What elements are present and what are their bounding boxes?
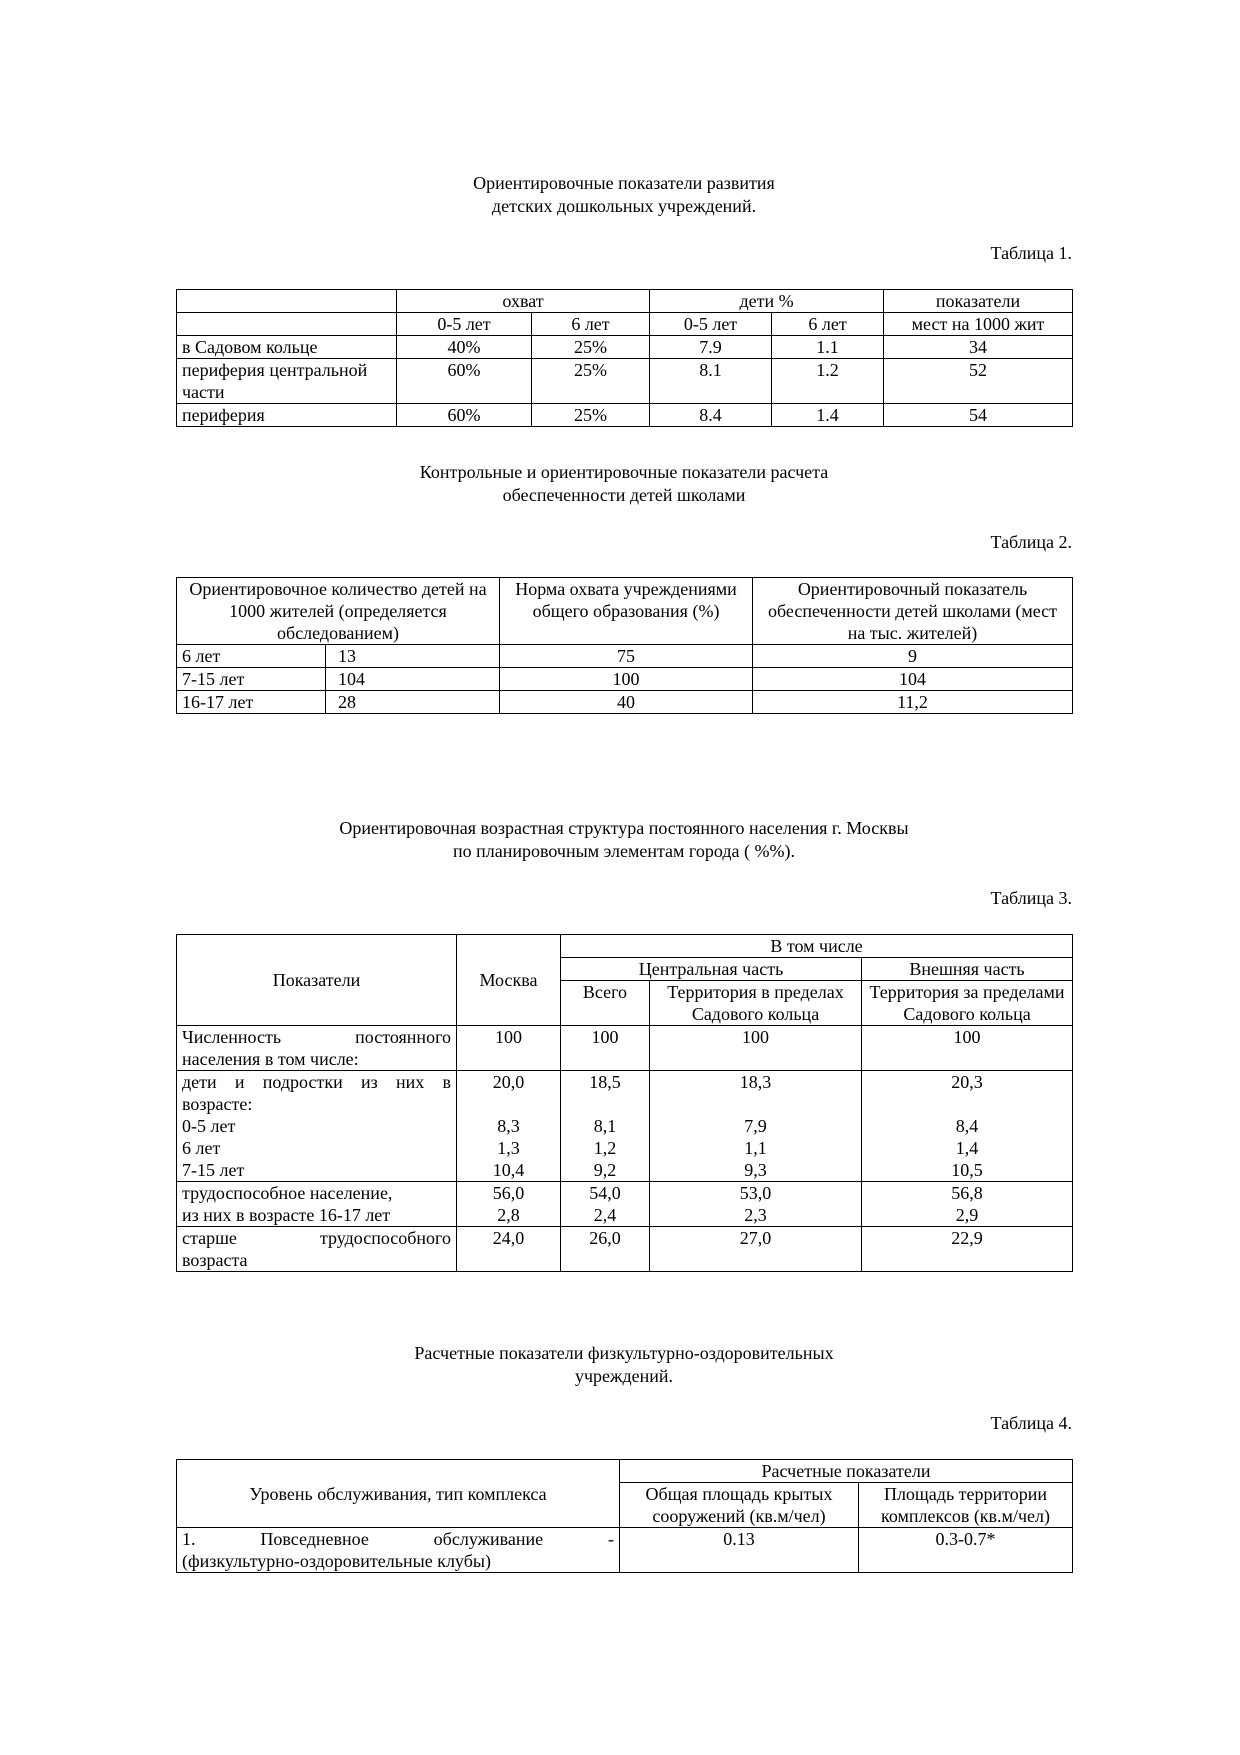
table4-caption-line2: учреждений. <box>574 1366 674 1386</box>
table1-head-indicators: показатели <box>884 290 1073 313</box>
table3-row2-outside-v3: 1,4 <box>955 1138 979 1158</box>
table3-row4-name-line1: старше трудоспособного <box>182 1228 451 1248</box>
table4-head-level: Уровень обслуживания, тип комплекса <box>177 1460 620 1528</box>
table1-row3-c6: 25% <box>532 404 650 427</box>
table2-row2-count: 104 <box>326 668 500 691</box>
table3-head-inside: Территория в пределах Садового кольца <box>650 981 862 1026</box>
table1-caption <box>176 172 1072 218</box>
table3-row1-name-line1: Численность постоянного <box>182 1027 451 1047</box>
table2-row1-indicator: 9 <box>753 645 1073 668</box>
table3-row3-total-v2: 2,4 <box>593 1205 617 1225</box>
table4-row1-territory: 0.3-0.7* <box>859 1528 1073 1573</box>
table3-row2-moscow-v1: 20,0 <box>492 1072 525 1092</box>
table3-row1-name-line2: населения в том числе: <box>182 1049 359 1069</box>
table3-caption-line1: Ориентировочная возрастная структура постоянного населения г. Москвы <box>339 818 909 838</box>
table3 <box>176 934 1072 1272</box>
table1-row2-places: 52 <box>884 359 1073 404</box>
table3-row2-outside-v1: 20,3 <box>951 1072 983 1092</box>
table3-row2-total-v1: 18,5 <box>589 1072 621 1092</box>
table2-row2-norm: 100 <box>500 668 753 691</box>
table3-row2-outside <box>862 1071 1073 1182</box>
table4-label: Таблица 4. <box>990 1413 1072 1433</box>
table1-row2-c05: 60% <box>397 359 532 404</box>
table2-row3-indicator: 11,2 <box>753 691 1073 714</box>
table1-row2-c6: 25% <box>532 359 650 404</box>
table2-label: Таблица 2. <box>990 532 1072 552</box>
table3-row2-total-v2: 8,1 <box>593 1116 617 1136</box>
table1-caption-line1: Ориентировочные показатели развития <box>473 173 775 193</box>
table3-row2-moscow-v2: 8,3 <box>497 1116 520 1136</box>
table1-head-places: мест на 1000 жит <box>884 313 1073 336</box>
table3-row2-name-line1: дети и подростки из них в <box>182 1072 451 1092</box>
table3-row1-name <box>177 1026 457 1071</box>
table1-row1-c05: 40% <box>397 336 532 359</box>
table3-row1-moscow: 100 <box>457 1026 561 1071</box>
table3-row2-inside-v2: 7,9 <box>744 1116 767 1136</box>
table3-row2-total-v3: 1,2 <box>593 1138 617 1158</box>
table3-head-total: Всего <box>561 981 650 1026</box>
table3-row3-outside-v1: 56,8 <box>951 1183 983 1203</box>
table2-row3-norm: 40 <box>500 691 753 714</box>
table3-label: Таблица 3. <box>990 888 1072 908</box>
table3-row4-name-line2: возраста <box>182 1250 248 1270</box>
table3-row3-moscow-v1: 56,0 <box>492 1183 525 1203</box>
table2-caption-line2: обеспеченности детей школами <box>502 485 746 505</box>
table3-caption <box>176 817 1072 863</box>
table1-row3-places: 54 <box>884 404 1073 427</box>
table3-head-including: В том числе <box>561 935 1073 958</box>
table-row <box>177 1528 1073 1573</box>
table2-caption-line1: Контрольные и ориентировочные показатели расчета <box>419 462 829 482</box>
table1-head-age6-children: 6 лет <box>772 313 884 336</box>
table1 <box>176 289 1072 427</box>
table3-row3-inside <box>650 1182 862 1227</box>
table3-row2-name-line2: возрасте: <box>182 1094 253 1114</box>
table2-row3-count: 28 <box>326 691 500 714</box>
table1-row2-name: периферия центральной части <box>177 359 397 404</box>
table-row <box>177 691 1073 714</box>
table3-row4-moscow: 24,0 <box>457 1227 561 1272</box>
table1-row1-c6: 25% <box>532 336 650 359</box>
table1-head-children: дети % <box>650 290 884 313</box>
table3-row1-total: 100 <box>561 1026 650 1071</box>
table1-head-age6-coverage: 6 лет <box>532 313 650 336</box>
table3-row2-inside-v1: 18,3 <box>739 1072 772 1092</box>
table2 <box>176 577 1072 714</box>
table3-row4-outside: 22,9 <box>862 1227 1073 1272</box>
table3-row3-outside-v2: 2,9 <box>955 1205 979 1225</box>
table3-row3-name-line1: трудоспособное население, <box>182 1183 393 1203</box>
table1-head-coverage: охват <box>397 290 650 313</box>
table3-row3-name-line2: из них в возрасте 16-17 лет <box>182 1205 391 1225</box>
table2-row2-indicator: 104 <box>753 668 1073 691</box>
table3-row2-moscow <box>457 1071 561 1182</box>
table1-corner <box>177 290 397 313</box>
table1-corner-2 <box>177 313 397 336</box>
table3-head-central: Центральная часть <box>561 958 862 981</box>
table3-head-indicators: Показатели <box>177 935 457 1026</box>
table-row <box>177 336 1073 359</box>
table1-row2-d05: 8.1 <box>650 359 772 404</box>
table3-row4-inside: 27,0 <box>650 1227 862 1272</box>
table2-row1-count: 13 <box>326 645 500 668</box>
table4-head-area-territory: Площадь территории комплексов (кв.м/чел) <box>859 1483 1073 1528</box>
table2-row2-age: 7-15 лет <box>177 668 326 691</box>
table3-row2-name <box>177 1071 457 1182</box>
table-row <box>177 1227 1073 1272</box>
table3-row3-moscow <box>457 1182 561 1227</box>
table1-label: Таблица 1. <box>990 243 1072 263</box>
table3-head-outer: Внешняя часть <box>862 958 1073 981</box>
table4-row1-covered: 0.13 <box>620 1528 859 1573</box>
table4-row1-name <box>177 1528 620 1573</box>
table-row <box>177 645 1073 668</box>
table4-row1-name-line2: (физкультурно-оздоровительные клубы) <box>182 1551 491 1571</box>
table3-row3-outside <box>862 1182 1073 1227</box>
table1-head-age05-children: 0-5 лет <box>650 313 772 336</box>
table3-row2-moscow-v3: 1,3 <box>497 1138 520 1158</box>
table3-row3-inside-v1: 53,0 <box>739 1183 772 1203</box>
table1-row3-d6: 1.4 <box>772 404 884 427</box>
table3-head-moscow: Москва <box>457 935 561 1026</box>
table1-head-age05-coverage: 0-5 лет <box>397 313 532 336</box>
table2-head-norm: Норма охвата учреждениями общего образования (%) <box>500 578 753 645</box>
table-row <box>177 1026 1073 1071</box>
table3-row3-inside-v2: 2,3 <box>744 1205 767 1225</box>
table3-row1-inside: 100 <box>650 1026 862 1071</box>
table1-row1-places: 34 <box>884 336 1073 359</box>
table4-caption <box>176 1342 1072 1388</box>
table3-row2-moscow-v4: 10,4 <box>492 1160 525 1180</box>
table2-head-indicator: Ориентировочный показатель обеспеченности детей школами (мест на тыс. жителей) <box>753 578 1073 645</box>
table3-row2-outside-v2: 8,4 <box>955 1116 979 1136</box>
table2-row3-age: 16-17 лет <box>177 691 326 714</box>
table-row <box>177 668 1073 691</box>
table1-row3-d05: 8.4 <box>650 404 772 427</box>
table1-row2-d6: 1.2 <box>772 359 884 404</box>
table-row <box>177 404 1073 427</box>
table3-head-outside: Территория за пределами Садового кольца <box>862 981 1073 1026</box>
table3-row2-outside-v4: 10,5 <box>951 1160 983 1180</box>
table3-row2-age6: 6 лет <box>182 1138 221 1158</box>
table-row <box>177 359 1073 404</box>
table3-row2-age715: 7-15 лет <box>182 1160 245 1180</box>
table3-row4-name <box>177 1227 457 1272</box>
table1-row1-d6: 1.1 <box>772 336 884 359</box>
table4-head-area-covered: Общая площадь крытых сооружений (кв.м/чел) <box>620 1483 859 1528</box>
table2-row1-age: 6 лет <box>177 645 326 668</box>
table3-row2-total <box>561 1071 650 1182</box>
table3-row2-total-v4: 9,2 <box>593 1160 617 1180</box>
table1-row3-c05: 60% <box>397 404 532 427</box>
table1-row1-name: в Садовом кольце <box>177 336 397 359</box>
table4-row1-name-line1: 1. Повседневное обслуживание - <box>182 1529 614 1549</box>
table1-row3-name: периферия <box>177 404 397 427</box>
table3-row3-total-v1: 54,0 <box>589 1183 621 1203</box>
table1-row1-d05: 7.9 <box>650 336 772 359</box>
table3-row4-total: 26,0 <box>561 1227 650 1272</box>
table3-row3-total <box>561 1182 650 1227</box>
table3-row3-moscow-v2: 2,8 <box>497 1205 520 1225</box>
table3-row2-inside-v3: 1,1 <box>744 1138 767 1158</box>
table3-row2-inside-v4: 9,3 <box>744 1160 767 1180</box>
table2-row1-norm: 75 <box>500 645 753 668</box>
table3-row2-age05: 0-5 лет <box>182 1116 236 1136</box>
table3-caption-line2: по планировочным элементам города ( %%). <box>453 841 795 861</box>
table1-caption-line2: детских дошкольных учреждений. <box>491 196 757 216</box>
table4-head-calc: Расчетные показатели <box>620 1460 1073 1483</box>
table2-head-count: Ориентировочное количество детей на 1000 жителей (определяется обследованием) <box>177 578 500 645</box>
table2-caption <box>176 461 1072 507</box>
table3-row1-outside: 100 <box>862 1026 1073 1071</box>
table4 <box>176 1459 1072 1573</box>
table-row <box>177 1071 1073 1182</box>
table3-row3-name <box>177 1182 457 1227</box>
table4-caption-line1: Расчетные показатели физкультурно-оздоровительных <box>414 1343 834 1363</box>
table-row <box>177 1182 1073 1227</box>
table3-row2-inside <box>650 1071 862 1182</box>
